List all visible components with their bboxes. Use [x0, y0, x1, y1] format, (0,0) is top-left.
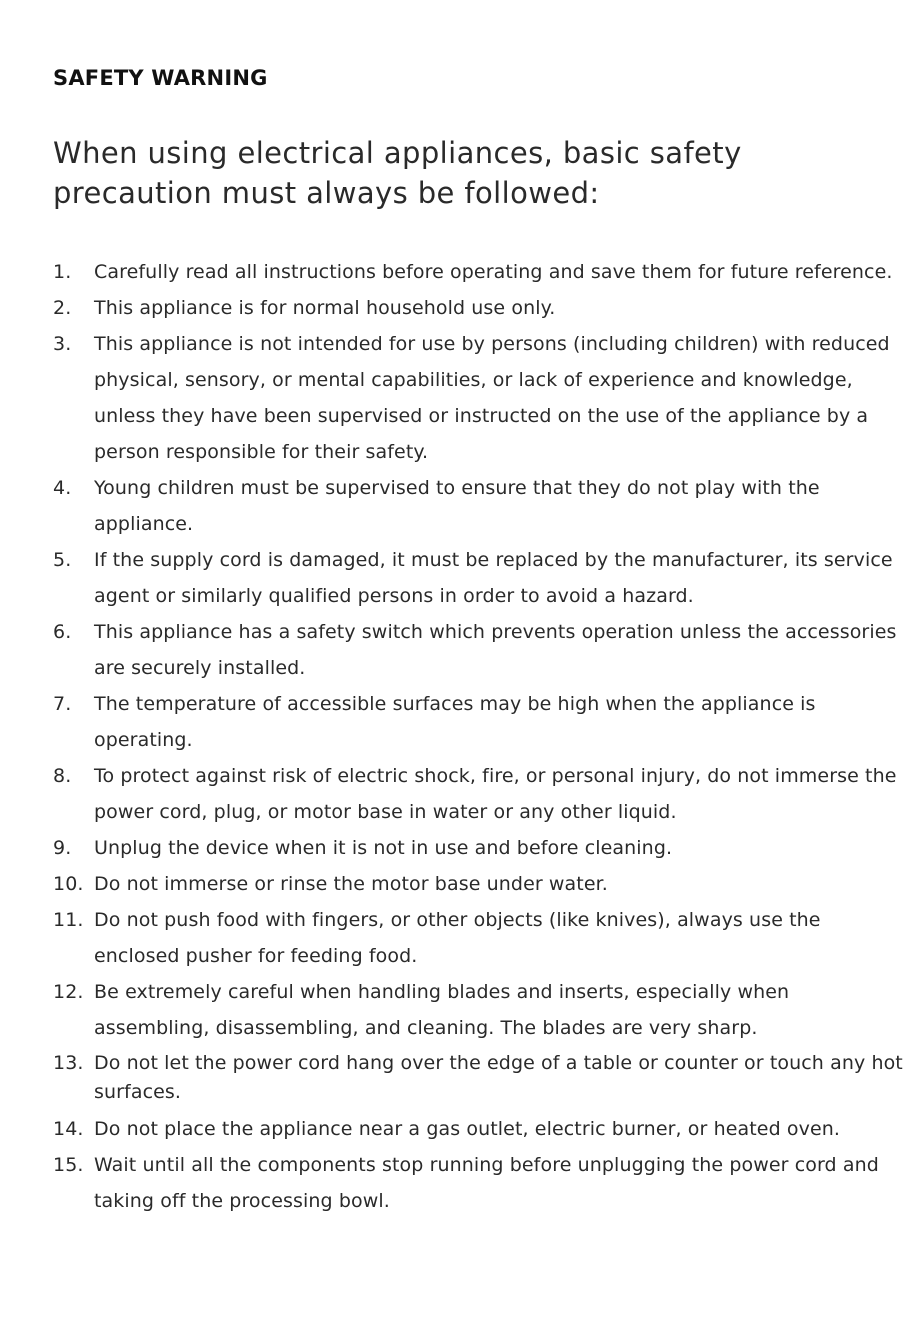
- intro-statement: When using electrical appliances, basic safety precaution must always be followed:: [53, 136, 742, 210]
- instruction-item: [53, 290, 903, 326]
- instruction-text: Young children must be supervised to ensure that they do not play with the appliance.: [94, 477, 820, 535]
- instruction-number: 6.: [53, 621, 72, 643]
- instruction-number: 5.: [53, 549, 72, 571]
- instruction-item: [53, 830, 903, 866]
- instruction-item: [53, 542, 903, 614]
- instruction-text: Wait until all the components stop running before unplugging the power cord and taking off the processing bowl.: [94, 1154, 879, 1212]
- instruction-item: [53, 470, 903, 542]
- instruction-item: [53, 326, 903, 470]
- instruction-item: [53, 866, 903, 902]
- instruction-number: 2.: [53, 297, 72, 319]
- instruction-number: 1.: [53, 261, 72, 283]
- instruction-number: 10.: [53, 873, 84, 895]
- instruction-number: 11.: [53, 909, 84, 931]
- instruction-number: 15.: [53, 1154, 84, 1176]
- instruction-item: [53, 974, 903, 1046]
- instruction-number: 14.: [53, 1118, 84, 1140]
- instruction-number: 12.: [53, 981, 84, 1003]
- instruction-text: Do not immerse or rinse the motor base under water.: [94, 873, 608, 895]
- instruction-item: [53, 254, 903, 290]
- instruction-number: 3.: [53, 333, 72, 355]
- instruction-number: 4.: [53, 477, 72, 499]
- instruction-text: If the supply cord is damaged, it must be replaced by the manufacturer, its service agent or similarly qualified persons in order to avoid a hazard.: [94, 549, 893, 607]
- instruction-item: [53, 614, 903, 686]
- instruction-text: This appliance is not intended for use by persons (including children) with reduced physical, sensory, or mental capabilities, or lack of experience and knowledge, unless they have been supervised or instructed on the use of the appliance by a person responsible for their safety.: [94, 333, 890, 463]
- instruction-text: Do not place the appliance near a gas outlet, electric burner, or heated oven.: [94, 1118, 841, 1140]
- instruction-text: This appliance is for normal household use only.: [94, 297, 556, 319]
- instruction-item: [53, 1049, 903, 1107]
- instruction-text: This appliance has a safety switch which prevents operation unless the accessories are securely installed.: [94, 621, 897, 679]
- instruction-number: 7.: [53, 693, 72, 715]
- instruction-text: The temperature of accessible surfaces may be high when the appliance is operating.: [94, 693, 816, 751]
- instruction-item: [53, 686, 903, 758]
- instruction-text: Carefully read all instructions before operating and save them for future reference.: [94, 261, 893, 283]
- instruction-text: To protect against risk of electric shock, fire, or personal injury, do not immerse the power cord, plug, or motor base in water or any other liquid.: [94, 765, 897, 823]
- instruction-text: Be extremely careful when handling blades and inserts, especially when assembling, disassembling, and cleaning. The blades are very sharp.: [94, 981, 790, 1039]
- safety-warning-heading: SAFETY WARNING: [53, 66, 268, 90]
- instruction-text: Do not let the power cord hang over the edge of a table or counter or touch any hot surfaces.: [94, 1052, 903, 1103]
- instruction-item: [53, 902, 903, 974]
- instruction-item: [53, 1111, 903, 1147]
- safety-instructions-list: [53, 254, 903, 1219]
- instruction-item: [53, 758, 903, 830]
- instruction-item: [53, 1147, 903, 1219]
- instruction-text: Do not push food with fingers, or other objects (like knives), always use the enclosed pusher for feeding food.: [94, 909, 821, 967]
- instruction-number: 8.: [53, 765, 72, 787]
- instruction-number: 13.: [53, 1052, 84, 1074]
- instruction-text: Unplug the device when it is not in use and before cleaning.: [94, 837, 673, 859]
- instruction-number: 9.: [53, 837, 72, 859]
